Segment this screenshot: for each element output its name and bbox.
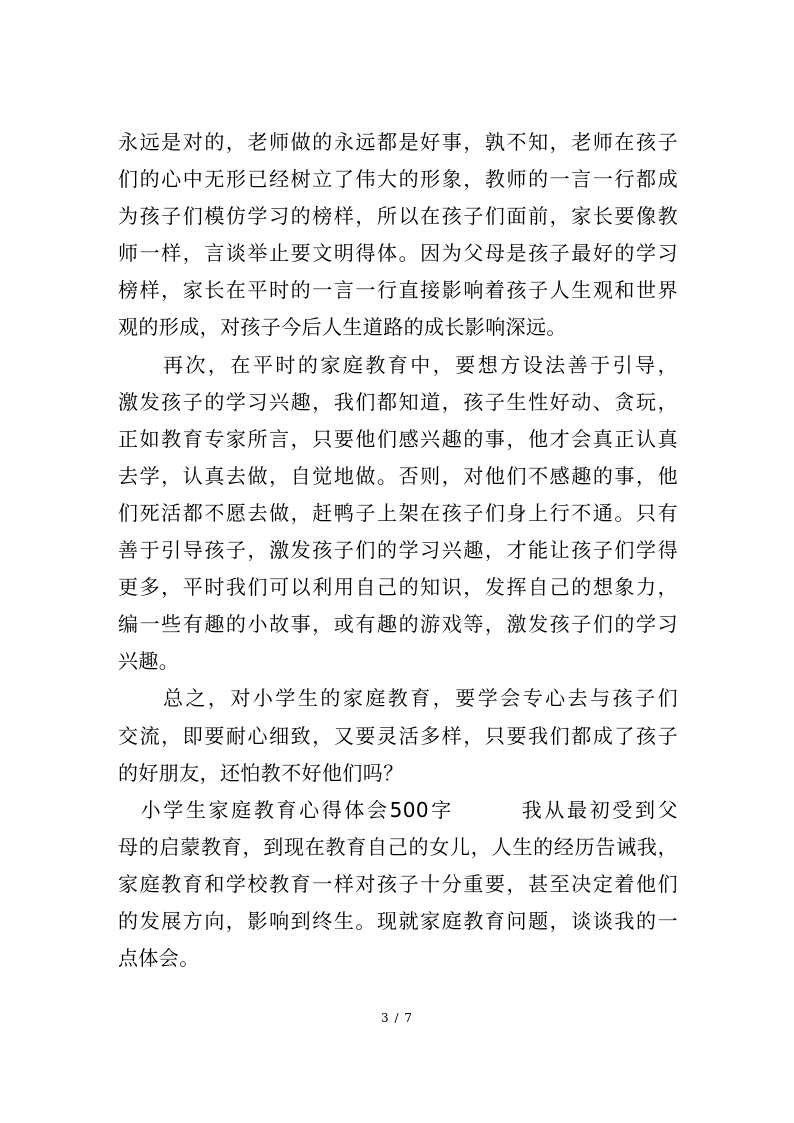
text-line: 们死活都不愿去做，赶鸭子上架在孩子们身上行不通。只有 [118, 500, 678, 525]
text-line: 点体会。 [118, 946, 200, 971]
text-line: 永远是对的，老师做的永远都是好事，孰不知，老师在孩子 [118, 130, 678, 154]
text-line: 的好朋友，还怕教不好他们吗？ [118, 760, 404, 785]
text-line: 兴趣。 [118, 649, 180, 674]
text-line: 为孩子们模仿学习的榜样，所以在孩子们面前，家长要像教 [118, 204, 678, 229]
text-line: 激发孩子的学习兴趣，我们都知道，孩子生性好动、贪玩， [118, 389, 678, 414]
paragraph-2 [118, 347, 678, 681]
text-line: 再次，在平时的家庭教育中，要想方设法善于引导， [118, 352, 678, 377]
text-line: 小学生家庭教育心得体会500字 我从最初受到父 [118, 797, 678, 822]
text-line: 观的形成，对孩子今后人生道路的成长影响深远。 [118, 315, 567, 340]
text-line: 善于引导孩子，激发孩子们的学习兴趣，才能让孩子们学得 [118, 538, 678, 563]
text-line: 更多，平时我们可以利用自己的知识，发挥自己的想象力， [118, 575, 678, 600]
text-line: 正如教育专家所言，只要他们感兴趣的事，他才会真正认真 [118, 426, 678, 451]
text-line: 家庭教育和学校教育一样对孩子十分重要，甚至决定着他们 [118, 871, 678, 896]
text-line: 师一样，言谈举止要文明得体。因为父母是孩子最好的学习 [118, 241, 678, 266]
text-line: 榜样，家长在平时的一言一行直接影响着孩子人生观和世界 [118, 278, 678, 303]
text-line: 的发展方向，影响到终生。现就家庭教育问题，谈谈我的一 [118, 908, 678, 933]
paragraph-1 [118, 124, 678, 347]
text-line: 们的心中无形已经树立了伟大的形象，教师的一言一行都成 [118, 167, 678, 192]
text-line: 母的启蒙教育，到现在教育自己的女儿，人生的经历告诫我， [118, 834, 678, 859]
text-line: 去学，认真去做，自觉地做。否则，对他们不感趣的事，他 [118, 463, 678, 488]
paragraph-3 [118, 680, 678, 791]
document-body [118, 124, 678, 977]
text-line: 总之，对小学生的家庭教育，要学会专心去与孩子们 [118, 686, 678, 711]
paragraph-4 [118, 792, 678, 977]
page-number: 3 / 7 [381, 1011, 413, 1025]
text-line: 交流，即要耐心细致，又要灵活多样，只要我们都成了孩子 [118, 723, 678, 748]
text-line: 编一些有趣的小故事，或有趣的游戏等，激发孩子们的学习 [118, 612, 678, 637]
